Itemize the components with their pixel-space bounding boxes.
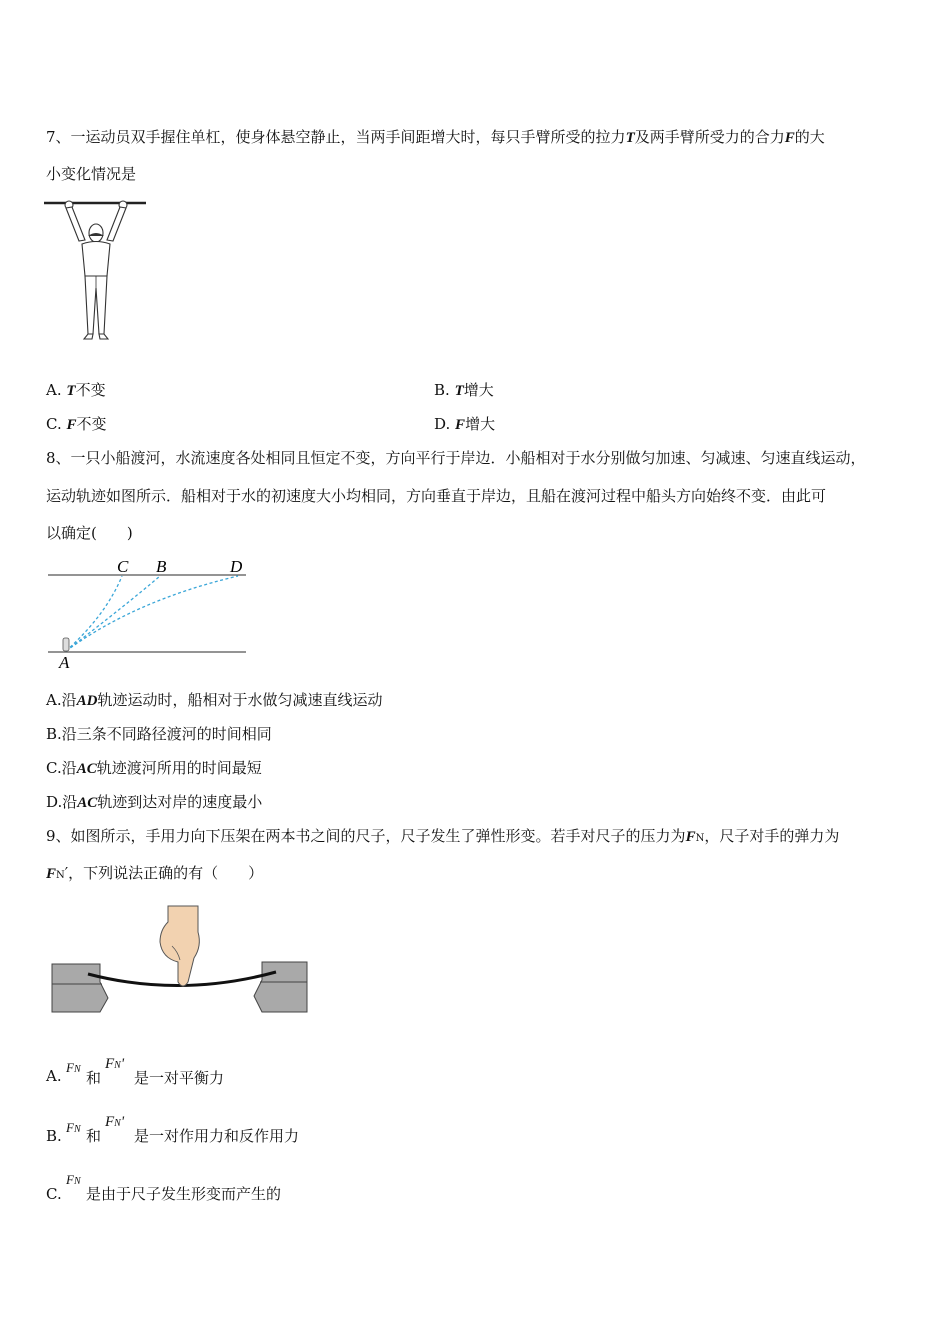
f-sub: N — [114, 1060, 121, 1071]
option-pre: 沿 — [61, 759, 77, 777]
option-pre: 沿 — [62, 793, 78, 811]
q9-c-FN — [66, 1172, 81, 1188]
q9-option-b[interactable] — [46, 1126, 62, 1146]
q7-option-c[interactable] — [46, 414, 107, 435]
option-text: 不变 — [75, 381, 106, 399]
f-letter: F — [66, 1172, 74, 1187]
option-pre: 沿三条不同路径渡河的时间相同 — [61, 725, 272, 743]
f-sub: N — [73, 1064, 81, 1075]
f-prime: ' — [120, 1056, 125, 1072]
q9-option-c[interactable] — [46, 1184, 62, 1204]
f-letter: F — [66, 1120, 74, 1135]
f-prime: ' — [120, 1114, 125, 1130]
label-D: D — [230, 557, 243, 576]
q8-option-c[interactable] — [46, 758, 262, 779]
q9-var-FN-prime: F — [46, 866, 57, 882]
option-var: T — [454, 383, 464, 399]
q8-stem-line2: 运动轨迹如图所示．船相对于水的初速度大小均相同，方向垂直于岸边，且船在渡河过程中船头方向始终不变．由此可 — [46, 487, 827, 505]
q7-option-b[interactable] — [434, 380, 494, 401]
f-sub: N — [73, 1176, 81, 1187]
q7-stem-line1 — [46, 127, 825, 148]
f-letter: F — [105, 1114, 115, 1130]
f-letter: F — [66, 1060, 74, 1075]
q9-b-FN — [66, 1120, 81, 1136]
option-var: AD — [76, 693, 98, 709]
q9-sub: N — [56, 870, 65, 881]
option-text: 增大 — [463, 381, 494, 399]
option-label: C. — [46, 759, 62, 777]
option-text: 增大 — [465, 415, 496, 433]
option-label: C. — [46, 1185, 62, 1203]
option-label: D. — [434, 415, 451, 433]
option-var: F — [66, 417, 77, 433]
q7-var-T: T — [625, 130, 635, 146]
q9-text-c: ，下列说法正确的有（ ） — [68, 864, 264, 882]
q9-var-FN: F — [685, 829, 696, 845]
option-var: T — [66, 383, 76, 399]
q9-prime: ′ — [64, 864, 69, 882]
q8-stem-line3: 以确定( ) — [46, 524, 133, 542]
q9-b-FN-prime — [105, 1114, 124, 1131]
gymnast-figure — [44, 196, 148, 344]
option-text: 轨迹到达对岸的速度最小 — [97, 793, 263, 811]
q7-option-a[interactable] — [46, 380, 106, 401]
option-text: 不变 — [76, 415, 107, 433]
q9-a-FN-prime — [105, 1056, 124, 1073]
option-label: B. — [434, 381, 450, 399]
f-sub: N — [114, 1118, 121, 1129]
q7-var-F: F — [784, 130, 795, 146]
q8-option-a[interactable] — [46, 690, 382, 711]
f-letter: F — [105, 1056, 115, 1072]
option-var: F — [455, 417, 466, 433]
q7-text-b: 及两手臂所受力的合力 — [634, 128, 785, 146]
label-A: A — [59, 653, 70, 672]
q7-option-d[interactable] — [434, 414, 495, 435]
ruler-books-figure — [50, 902, 310, 1016]
q7-stem-line2: 小变化情况是 — [46, 165, 137, 183]
option-pre: 沿 — [61, 691, 77, 709]
option-label: A. — [46, 1067, 62, 1085]
q9-sub-N: N — [695, 833, 705, 844]
option-label: A. — [46, 691, 62, 709]
q8-stem-line1: 8、一只小船渡河，水流速度各处相同且恒定不变，方向平行于岸边．小船相对于水分别做匀加速、匀减速、匀速直线运动， — [46, 449, 866, 467]
q7-text-c: 的大 — [794, 128, 825, 146]
q9-text-b: ，尺子对手的弹力为 — [704, 827, 840, 845]
q9-a-FN — [66, 1060, 81, 1076]
label-C: C — [117, 557, 129, 576]
option-var: AC — [76, 761, 97, 777]
option-text: 轨迹渡河所用的时间最短 — [96, 759, 262, 777]
option-label: D. — [46, 793, 63, 811]
q9-c-text: 是由于尺子发生形变而产生的 — [86, 1185, 282, 1203]
river-trajectory-figure — [46, 555, 252, 673]
q9-a-mid: 和 — [86, 1069, 102, 1087]
q9-a-text: 是一对平衡力 — [134, 1069, 225, 1087]
option-var: AC — [77, 795, 98, 811]
q9-option-a[interactable] — [46, 1066, 62, 1086]
option-text: 轨迹运动时，船相对于水做匀减速直线运动 — [97, 691, 383, 709]
q9-b-text: 是一对作用力和反作用力 — [134, 1127, 300, 1145]
q9-b-mid: 和 — [86, 1127, 102, 1145]
q8-option-d[interactable] — [46, 792, 262, 813]
option-label: B. — [46, 1127, 62, 1145]
q7-text-a: 7、一运动员双手握住单杠，使身体悬空静止，当两手间距增大时，每只手臂所受的拉力 — [46, 128, 626, 146]
f-sub: N — [73, 1124, 81, 1135]
q8-option-b[interactable] — [46, 724, 272, 744]
q9-text-a: 9、如图所示，手用力向下压架在两本书之间的尺子，尺子发生了弹性形变。若手对尺子的压力为 — [46, 827, 686, 845]
q9-stem-line1 — [46, 826, 839, 849]
option-label: B. — [46, 725, 62, 743]
label-B: B — [156, 557, 167, 576]
option-label: A. — [46, 381, 62, 399]
q9-stem-line2 — [46, 863, 263, 886]
option-label: C. — [46, 415, 62, 433]
